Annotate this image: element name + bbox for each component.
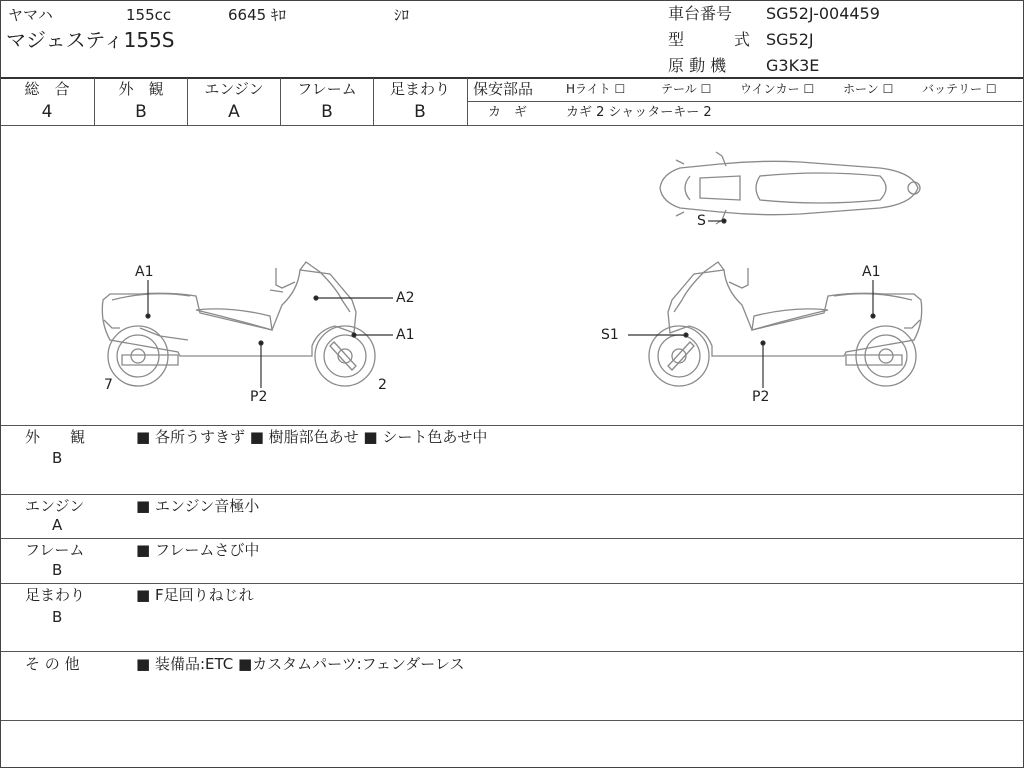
type-value: SG52J bbox=[766, 30, 814, 49]
label-left-a1-front: A1 bbox=[396, 327, 415, 343]
grade-value-exterior: B bbox=[135, 102, 147, 122]
grade-label-overall: 総 合 bbox=[24, 80, 70, 98]
maker: ヤマハ bbox=[8, 6, 53, 24]
section-grade-engine: A bbox=[52, 516, 63, 534]
frame-no-value: SG52J-004459 bbox=[766, 4, 880, 23]
engine-value: G3K3E bbox=[766, 56, 820, 75]
section-text-exterior: ■ 各所うすきず ■ 樹脂部色あせ ■ シート色あせ中 bbox=[136, 428, 488, 446]
key-label: カ ギ bbox=[488, 105, 528, 120]
safety-item-taillight: テール ☐ bbox=[661, 82, 712, 96]
section-text-frame: ■ フレームさび中 bbox=[136, 541, 260, 559]
section-divider bbox=[1, 583, 1023, 584]
grade-label-frame: フレーム bbox=[297, 80, 357, 98]
right-side-scooter-drawing bbox=[649, 262, 922, 386]
section-label-engine: エンジン bbox=[25, 497, 85, 515]
grade-value-overall: 4 bbox=[41, 102, 53, 122]
label-left-a2: A2 bbox=[396, 290, 415, 306]
safety-item-battery: バッテリー ☐ bbox=[922, 82, 997, 96]
section-divider bbox=[1, 720, 1023, 721]
section-divider bbox=[1, 538, 1023, 539]
section-label-suspension: 足まわり bbox=[25, 586, 86, 604]
section-divider bbox=[1, 494, 1023, 495]
grade-value-suspension: B bbox=[414, 102, 426, 122]
label-left-p2: P2 bbox=[250, 389, 268, 405]
label-left-7: 7 bbox=[104, 377, 113, 393]
section-label-frame: フレーム bbox=[25, 541, 85, 559]
label-right-s1: S1 bbox=[601, 327, 619, 343]
label-left-a1: A1 bbox=[135, 264, 154, 280]
grade-label-suspension: 足まわり bbox=[389, 80, 450, 98]
grade-label-engine: エンジン bbox=[204, 80, 264, 98]
type-label-1: 型 bbox=[668, 30, 685, 49]
safety-title: 保安部品 bbox=[473, 80, 534, 98]
section-grade-suspension: B bbox=[52, 608, 63, 626]
section-divider bbox=[1, 425, 1023, 426]
grade-value-engine: A bbox=[228, 102, 240, 122]
type-label-2: 式 bbox=[734, 30, 751, 49]
displacement: 155cc bbox=[126, 6, 172, 24]
section-text-other: ■ 装備品:ETC ■カスタムパーツ:フェンダーレス bbox=[136, 655, 465, 673]
label-right-p2: P2 bbox=[752, 389, 770, 405]
section-grade-exterior: B bbox=[52, 449, 63, 467]
grade-value-frame: B bbox=[321, 102, 333, 122]
section-divider bbox=[1, 651, 1023, 652]
label-right-a1: A1 bbox=[862, 264, 881, 280]
section-text-suspension: ■ F足回りねじれ bbox=[136, 586, 254, 604]
model-name: マジェスティ155S bbox=[6, 28, 175, 52]
section-grade-frame: B bbox=[52, 561, 63, 579]
left-side-scooter-drawing bbox=[102, 262, 375, 386]
safety-item-winker: ウインカー ☐ bbox=[740, 82, 815, 96]
label-left-2: 2 bbox=[378, 377, 387, 393]
frame-no-label: 車台番号 bbox=[668, 4, 733, 23]
mileage: 6645 ｷﾛ bbox=[228, 6, 286, 24]
section-label-exterior: 外 観 bbox=[25, 428, 86, 446]
grade-label-exterior: 外 観 bbox=[118, 80, 164, 98]
label-top-s: S bbox=[697, 213, 706, 229]
safety-item-horn: ホーン ☐ bbox=[843, 82, 894, 96]
key-value: カギ 2 シャッターキー 2 bbox=[566, 105, 712, 120]
section-text-engine: ■ エンジン音極小 bbox=[136, 497, 260, 515]
section-label-other: そ の 他 bbox=[25, 655, 80, 673]
engine-label: 原 動 機 bbox=[668, 56, 727, 75]
safety-item-headlight: Hライト ☐ bbox=[566, 82, 626, 96]
color: ｼﾛ bbox=[394, 6, 410, 24]
